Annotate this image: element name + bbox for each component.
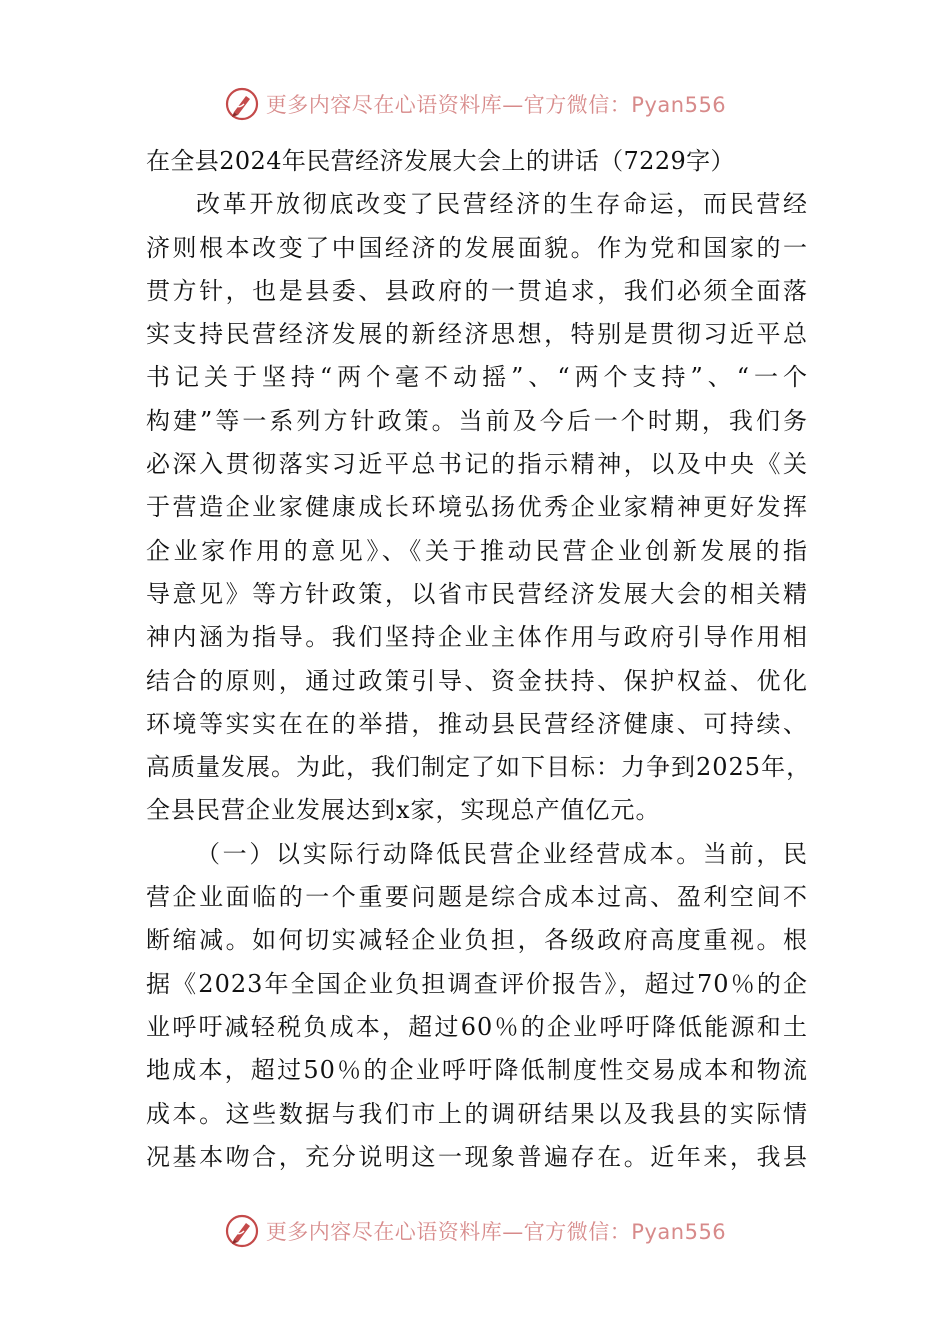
paragraph-line: 环境等实实在在的举措，推动县民营经济健康、可持续、 xyxy=(146,709,808,738)
paragraph-line: 书记关于坚持“两个毫不动摇”、“两个支持”、“一个 xyxy=(146,363,808,392)
watermark-text: 更多内容尽在心语资料库—官方微信：Pyan556 xyxy=(265,93,727,117)
paragraph-line: 必深入贯彻落实习近平总书记的指示精神，以及中央《关 xyxy=(146,450,808,479)
paragraph-line: 导意见》等方针政策，以省市民营经济发展大会的相关精 xyxy=(146,579,808,608)
document-body xyxy=(146,140,812,1179)
paragraph-line: 况基本吻合，充分说明这一现象普遍存在。近年来，我县 xyxy=(146,1142,808,1171)
paragraph-line: 构建”等一系列方针政策。当前及今后一个时期，我们务 xyxy=(146,406,808,435)
pen-logo-icon xyxy=(224,1213,260,1249)
paragraph-line: 据《2023年全国企业负担调查评价报告》，超过70％的企 xyxy=(146,969,808,998)
section-heading-line: （一）以实际行动降低民营企业经营成本。当前，民 xyxy=(196,839,808,868)
paragraph-line: 于营造企业家健康成长环境弘扬优秀企业家精神更好发挥 xyxy=(146,493,808,522)
watermark-header xyxy=(0,84,950,124)
paragraph-line: 高质量发展。为此，我们制定了如下目标：力争到2025年， xyxy=(146,753,812,782)
paragraph-line: 业呼吁减轻税负成本，超过60％的企业呼吁降低能源和土 xyxy=(146,1012,808,1041)
paragraph-line: 实支持民营经济发展的新经济思想，特别是贯彻习近平总 xyxy=(146,320,808,349)
paragraph-line: 济则根本改变了中国经济的发展面貌。作为党和国家的一 xyxy=(146,233,808,262)
paragraph-line: 神内涵为指导。我们坚持企业主体作用与政府引导作用相 xyxy=(146,623,808,652)
paragraph-line: 营企业面临的一个重要问题是综合成本过高、盈利空间不 xyxy=(146,883,808,912)
watermark-text: 更多内容尽在心语资料库—官方微信：Pyan556 xyxy=(265,1220,727,1244)
watermark-footer xyxy=(0,1211,950,1251)
paragraph-line: 全县民营企业发展达到x家，实现总产值亿元。 xyxy=(146,796,661,825)
paragraph-line: 贯方针，也是县委、县政府的一贯追求，我们必须全面落 xyxy=(146,276,808,305)
paragraph-line: 结合的原则，通过政策引导、资金扶持、保护权益、优化 xyxy=(146,666,808,695)
paragraph-line: 成本。这些数据与我们市上的调研结果以及我县的实际情 xyxy=(146,1099,808,1128)
paragraph-line: 改革开放彻底改变了民营经济的生存命运，而民营经 xyxy=(196,190,808,219)
document-title: 在全县2024年民营经济发展大会上的讲话（7229字） xyxy=(146,147,735,175)
paragraph-line: 断缩减。如何切实减轻企业负担，各级政府高度重视。根 xyxy=(146,926,808,955)
paragraph-line: 企业家作用的意见》、《关于推动民营企业创新发展的指 xyxy=(146,536,808,565)
pen-logo-icon xyxy=(224,86,260,122)
paragraph-line: 地成本，超过50％的企业呼吁降低制度性交易成本和物流 xyxy=(146,1056,808,1085)
